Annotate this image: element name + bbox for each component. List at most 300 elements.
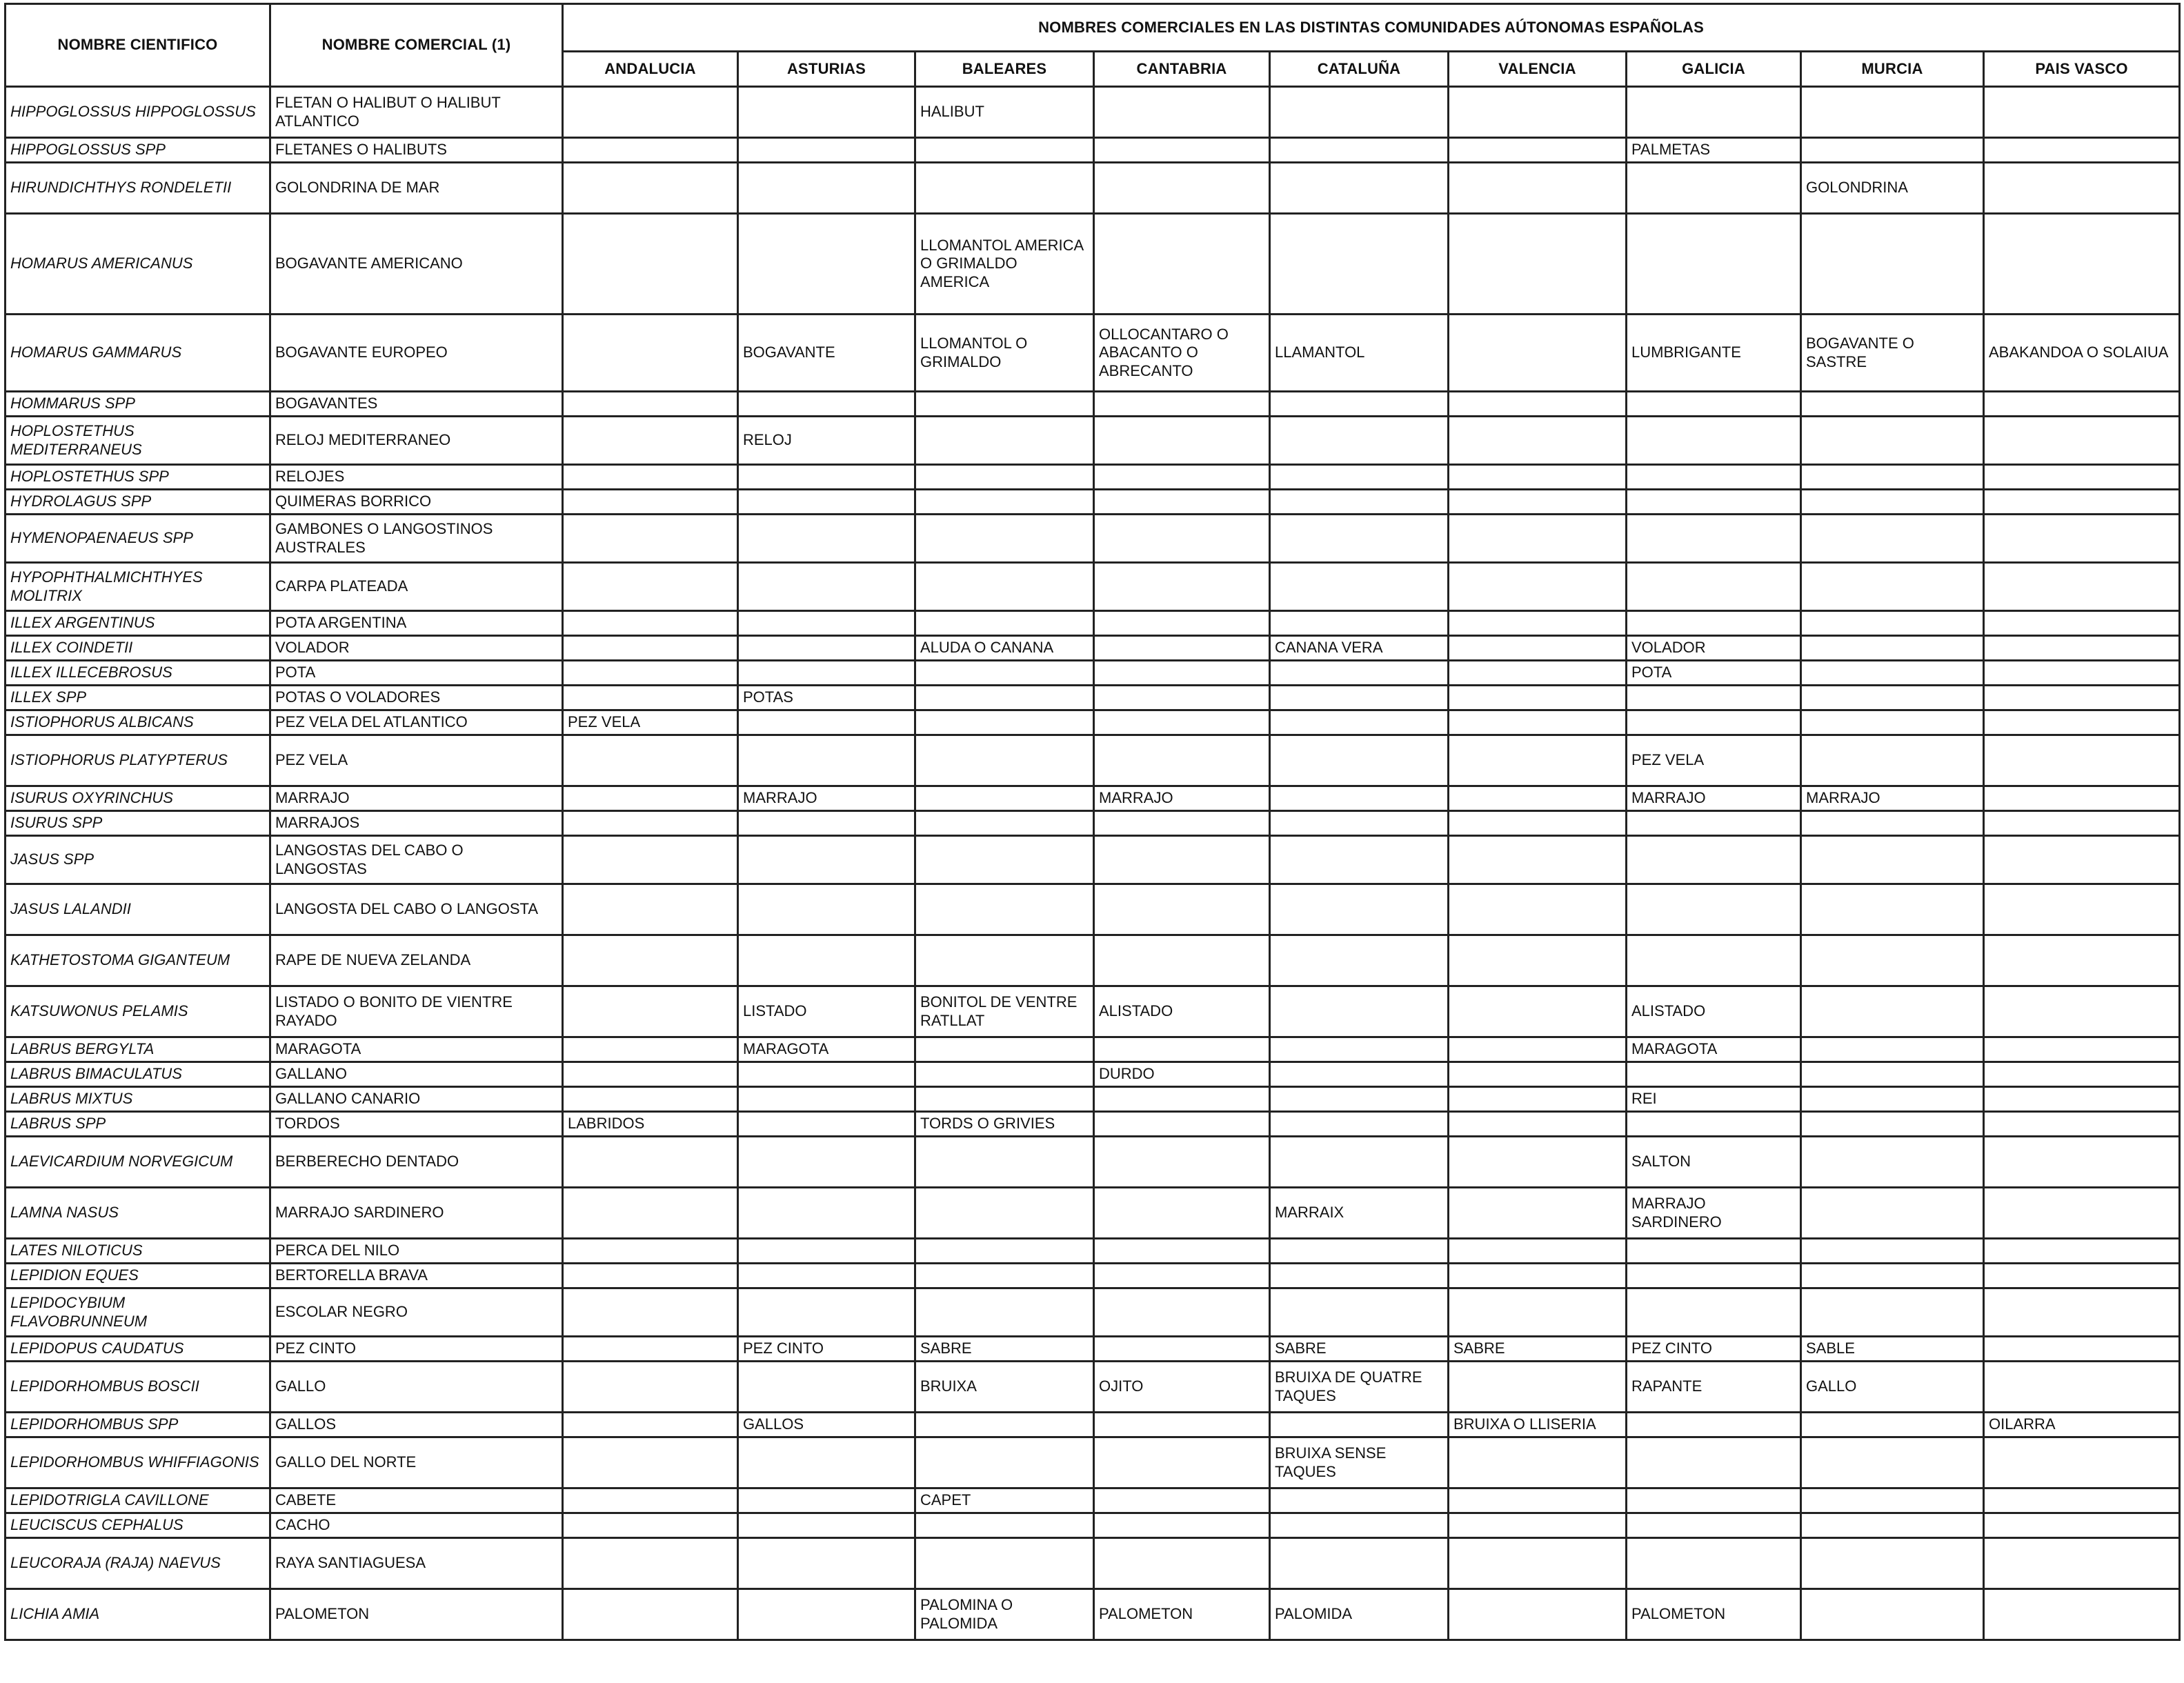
- region-name-cell-asturias: [738, 1112, 915, 1137]
- region-name-cell-valencia: [1449, 1112, 1627, 1137]
- region-name-cell-baleares: SABRE: [915, 1337, 1094, 1362]
- table-row: [6, 986, 2180, 1037]
- region-name-cell-cantabria: [1094, 710, 1270, 735]
- table-row: [6, 1437, 2180, 1488]
- region-name-cell-cataluna: [1270, 1288, 1449, 1337]
- region-name-cell-pais-vasco: [1984, 1513, 2180, 1538]
- region-name-cell-baleares: [915, 686, 1094, 710]
- region-header-asturias: ASTURIAS: [738, 52, 915, 87]
- table-row: [6, 1538, 2180, 1589]
- region-name-cell-valencia: [1449, 1288, 1627, 1337]
- region-name-cell-baleares: ALUDA O CANANA: [915, 636, 1094, 661]
- table-row: [6, 214, 2180, 315]
- region-name-cell-galicia: LUMBRIGANTE: [1627, 315, 1801, 392]
- region-name-cell-galicia: [1627, 811, 1801, 836]
- region-name-cell-cantabria: [1094, 138, 1270, 163]
- region-name-cell-valencia: [1449, 1137, 1627, 1188]
- region-name-cell-valencia: [1449, 315, 1627, 392]
- region-name-cell-asturias: [738, 1538, 915, 1589]
- region-name-cell-pais-vasco: [1984, 138, 2180, 163]
- region-name-cell-cantabria: [1094, 686, 1270, 710]
- commercial-name-cell: PEZ VELA DEL ATLANTICO: [270, 710, 563, 735]
- region-name-cell-valencia: [1449, 87, 1627, 138]
- region-name-cell-pais-vasco: [1984, 661, 2180, 686]
- region-name-cell-asturias: [738, 811, 915, 836]
- region-name-cell-galicia: MARRAJO SARDINERO: [1627, 1188, 1801, 1239]
- region-name-cell-valencia: [1449, 1037, 1627, 1062]
- region-name-cell-cataluna: [1270, 686, 1449, 710]
- region-name-cell-murcia: [1801, 710, 1984, 735]
- region-name-cell-valencia: SABRE: [1449, 1337, 1627, 1362]
- region-name-cell-murcia: [1801, 1264, 1984, 1288]
- region-name-cell-pais-vasco: [1984, 935, 2180, 986]
- table-row: [6, 1488, 2180, 1513]
- region-name-cell-cataluna: [1270, 786, 1449, 811]
- region-name-cell-andalucia: [563, 417, 738, 465]
- region-name-cell-murcia: [1801, 1239, 1984, 1264]
- region-name-cell-asturias: [738, 611, 915, 636]
- region-name-cell-asturias: [738, 636, 915, 661]
- region-name-cell-galicia: MARRAJO: [1627, 786, 1801, 811]
- commercial-name-cell: RAPE DE NUEVA ZELANDA: [270, 935, 563, 986]
- region-name-cell-cantabria: [1094, 836, 1270, 884]
- region-name-cell-cantabria: [1094, 811, 1270, 836]
- commercial-name-cell: PERCA DEL NILO: [270, 1239, 563, 1264]
- commercial-name-cell: BOGAVANTE EUROPEO: [270, 315, 563, 392]
- region-name-cell-andalucia: [563, 935, 738, 986]
- table-row: [6, 87, 2180, 138]
- commercial-name-cell: PEZ VELA: [270, 735, 563, 786]
- region-name-cell-murcia: [1801, 1137, 1984, 1188]
- region-name-cell-galicia: [1627, 1264, 1801, 1288]
- region-name-cell-cantabria: OJITO: [1094, 1362, 1270, 1413]
- region-name-cell-andalucia: [563, 392, 738, 417]
- region-name-cell-galicia: SALTON: [1627, 1137, 1801, 1188]
- region-name-cell-baleares: LLOMANTOL AMERICA O GRIMALDO AMERICA: [915, 214, 1094, 315]
- region-name-cell-murcia: [1801, 935, 1984, 986]
- scientific-name-cell: HIRUNDICHTHYS RONDELETII: [6, 163, 270, 214]
- region-name-cell-pais-vasco: [1984, 87, 2180, 138]
- table-row: [6, 836, 2180, 884]
- region-name-cell-asturias: [738, 563, 915, 611]
- region-name-cell-galicia: MARAGOTA: [1627, 1037, 1801, 1062]
- region-name-cell-galicia: REI: [1627, 1087, 1801, 1112]
- region-header-andalucia: ANDALUCIA: [563, 52, 738, 87]
- region-header-baleares: BALEARES: [915, 52, 1094, 87]
- region-name-cell-andalucia: [563, 1188, 738, 1239]
- region-name-cell-andalucia: [563, 1288, 738, 1337]
- region-name-cell-cantabria: ALISTADO: [1094, 986, 1270, 1037]
- table-row: [6, 417, 2180, 465]
- region-name-cell-baleares: [915, 1437, 1094, 1488]
- scientific-name-cell: JASUS SPP: [6, 836, 270, 884]
- scientific-name-cell: HOMARUS AMERICANUS: [6, 214, 270, 315]
- scientific-name-cell: LEUCORAJA (RAJA) NAEVUS: [6, 1538, 270, 1589]
- region-name-cell-baleares: [915, 563, 1094, 611]
- scientific-name-cell: HYDROLAGUS SPP: [6, 490, 270, 515]
- region-name-cell-asturias: RELOJ: [738, 417, 915, 465]
- commercial-name-cell: GALLOS: [270, 1413, 563, 1437]
- region-name-cell-cantabria: [1094, 417, 1270, 465]
- region-name-cell-cataluna: CANANA VERA: [1270, 636, 1449, 661]
- region-name-cell-pais-vasco: [1984, 811, 2180, 836]
- region-name-cell-pais-vasco: [1984, 1437, 2180, 1488]
- region-name-cell-baleares: [915, 1513, 1094, 1538]
- region-name-cell-asturias: [738, 1513, 915, 1538]
- commercial-name-cell: BERBERECHO DENTADO: [270, 1137, 563, 1188]
- table-row: [6, 786, 2180, 811]
- region-name-cell-valencia: [1449, 1188, 1627, 1239]
- region-name-cell-asturias: [738, 836, 915, 884]
- region-name-cell-baleares: [915, 1413, 1094, 1437]
- region-name-cell-asturias: LISTADO: [738, 986, 915, 1037]
- region-name-cell-cantabria: [1094, 1513, 1270, 1538]
- region-name-cell-cantabria: [1094, 735, 1270, 786]
- region-name-cell-andalucia: [563, 1538, 738, 1589]
- region-name-cell-baleares: BRUIXA: [915, 1362, 1094, 1413]
- region-name-cell-galicia: [1627, 836, 1801, 884]
- region-name-cell-asturias: [738, 515, 915, 563]
- table-row: [6, 490, 2180, 515]
- region-name-cell-cantabria: DURDO: [1094, 1062, 1270, 1087]
- region-name-cell-valencia: [1449, 1589, 1627, 1640]
- commercial-name-cell: FLETAN O HALIBUT O HALIBUT ATLANTICO: [270, 87, 563, 138]
- region-name-cell-andalucia: [563, 138, 738, 163]
- commercial-name-cell: CABETE: [270, 1488, 563, 1513]
- region-name-cell-andalucia: [563, 1488, 738, 1513]
- region-name-cell-cataluna: MARRAIX: [1270, 1188, 1449, 1239]
- region-name-cell-galicia: [1627, 214, 1801, 315]
- region-name-cell-asturias: [738, 392, 915, 417]
- region-name-cell-cantabria: OLLOCANTARO O ABACANTO O ABRECANTO: [1094, 315, 1270, 392]
- region-name-cell-asturias: [738, 1437, 915, 1488]
- scientific-name-cell: LEPIDOCYBIUM FLAVOBRUNNEUM: [6, 1288, 270, 1337]
- region-name-cell-baleares: [915, 1288, 1094, 1337]
- region-name-cell-baleares: [915, 786, 1094, 811]
- region-name-cell-galicia: PALMETAS: [1627, 138, 1801, 163]
- region-name-cell-galicia: [1627, 1413, 1801, 1437]
- region-name-cell-asturias: [738, 1087, 915, 1112]
- region-name-cell-cantabria: [1094, 392, 1270, 417]
- commercial-name-cell: BOGAVANTES: [270, 392, 563, 417]
- region-name-cell-andalucia: [563, 636, 738, 661]
- region-name-cell-asturias: [738, 490, 915, 515]
- region-name-cell-pais-vasco: [1984, 636, 2180, 661]
- region-name-cell-galicia: [1627, 611, 1801, 636]
- region-name-cell-murcia: [1801, 214, 1984, 315]
- region-name-cell-galicia: [1627, 1112, 1801, 1137]
- region-name-cell-cataluna: [1270, 1513, 1449, 1538]
- region-name-cell-cantabria: MARRAJO: [1094, 786, 1270, 811]
- region-name-cell-cantabria: [1094, 1037, 1270, 1062]
- scientific-name-cell: LAEVICARDIUM NORVEGICUM: [6, 1137, 270, 1188]
- region-name-cell-cantabria: [1094, 1413, 1270, 1437]
- region-name-cell-baleares: CAPET: [915, 1488, 1094, 1513]
- region-name-cell-cataluna: [1270, 87, 1449, 138]
- scientific-name-cell: ILLEX ARGENTINUS: [6, 611, 270, 636]
- region-name-cell-valencia: [1449, 138, 1627, 163]
- region-name-cell-andalucia: [563, 1413, 738, 1437]
- region-name-cell-pais-vasco: [1984, 786, 2180, 811]
- region-name-cell-asturias: [738, 163, 915, 214]
- region-name-cell-baleares: [915, 710, 1094, 735]
- region-name-cell-valencia: [1449, 163, 1627, 214]
- commercial-name-cell: GALLO: [270, 1362, 563, 1413]
- scientific-name-cell: LEUCISCUS CEPHALUS: [6, 1513, 270, 1538]
- region-name-cell-andalucia: [563, 836, 738, 884]
- region-name-cell-galicia: [1627, 686, 1801, 710]
- region-name-cell-murcia: GALLO: [1801, 1362, 1984, 1413]
- region-name-cell-cantabria: [1094, 1239, 1270, 1264]
- region-name-cell-valencia: [1449, 884, 1627, 935]
- region-name-cell-asturias: [738, 87, 915, 138]
- scientific-name-cell: LABRUS MIXTUS: [6, 1087, 270, 1112]
- region-name-cell-cataluna: [1270, 935, 1449, 986]
- commercial-name-cell: GAMBONES O LANGOSTINOS AUSTRALES: [270, 515, 563, 563]
- region-name-cell-valencia: [1449, 636, 1627, 661]
- region-name-cell-pais-vasco: [1984, 611, 2180, 636]
- scientific-name-cell: LAMNA NASUS: [6, 1188, 270, 1239]
- region-name-cell-cataluna: [1270, 465, 1449, 490]
- region-name-cell-valencia: [1449, 1513, 1627, 1538]
- species-names-table: [4, 3, 2181, 1641]
- region-name-cell-cantabria: [1094, 935, 1270, 986]
- scientific-name-cell: LEPIDOPUS CAUDATUS: [6, 1337, 270, 1362]
- region-name-cell-cataluna: [1270, 811, 1449, 836]
- region-name-cell-cantabria: [1094, 1437, 1270, 1488]
- region-name-cell-murcia: [1801, 986, 1984, 1037]
- commercial-name-cell: MARRAJO: [270, 786, 563, 811]
- region-name-cell-murcia: [1801, 138, 1984, 163]
- region-name-cell-galicia: PEZ VELA: [1627, 735, 1801, 786]
- region-name-cell-murcia: [1801, 563, 1984, 611]
- region-header-galicia: GALICIA: [1627, 52, 1801, 87]
- region-name-cell-baleares: [915, 1239, 1094, 1264]
- table-row: [6, 515, 2180, 563]
- region-name-cell-cantabria: [1094, 1288, 1270, 1337]
- table-row: [6, 163, 2180, 214]
- scientific-name-cell: HOPLOSTETHUS SPP: [6, 465, 270, 490]
- region-name-cell-murcia: [1801, 515, 1984, 563]
- commercial-name-cell: BOGAVANTE AMERICANO: [270, 214, 563, 315]
- scientific-name-cell: HOMMARUS SPP: [6, 392, 270, 417]
- region-name-cell-baleares: [915, 163, 1094, 214]
- region-name-cell-baleares: [915, 515, 1094, 563]
- region-name-cell-galicia: [1627, 710, 1801, 735]
- region-name-cell-cataluna: [1270, 884, 1449, 935]
- scientific-name-cell: HYMENOPAENAEUS SPP: [6, 515, 270, 563]
- table-row: [6, 1137, 2180, 1188]
- table-row: [6, 1589, 2180, 1640]
- region-name-cell-pais-vasco: [1984, 163, 2180, 214]
- commercial-name-cell: RAYA SANTIAGUESA: [270, 1538, 563, 1589]
- region-name-cell-pais-vasco: [1984, 1188, 2180, 1239]
- region-name-cell-galicia: [1627, 417, 1801, 465]
- region-name-cell-cantabria: [1094, 1087, 1270, 1112]
- region-name-cell-baleares: [915, 735, 1094, 786]
- region-name-cell-murcia: [1801, 1488, 1984, 1513]
- region-name-cell-cataluna: BRUIXA DE QUATRE TAQUES: [1270, 1362, 1449, 1413]
- region-name-cell-cantabria: [1094, 661, 1270, 686]
- region-name-cell-valencia: [1449, 465, 1627, 490]
- region-name-cell-cataluna: [1270, 163, 1449, 214]
- scientific-name-cell: ILLEX ILLECEBROSUS: [6, 661, 270, 686]
- region-name-cell-murcia: [1801, 735, 1984, 786]
- region-name-cell-asturias: [738, 935, 915, 986]
- region-name-cell-cataluna: [1270, 1264, 1449, 1288]
- region-name-cell-pais-vasco: [1984, 515, 2180, 563]
- region-name-cell-murcia: [1801, 465, 1984, 490]
- region-name-cell-cataluna: LLAMANTOL: [1270, 315, 1449, 392]
- region-name-cell-andalucia: [563, 986, 738, 1037]
- commercial-name-cell: RELOJ MEDITERRANEO: [270, 417, 563, 465]
- table-row: [6, 1087, 2180, 1112]
- region-name-cell-cantabria: [1094, 214, 1270, 315]
- region-name-cell-cataluna: [1270, 836, 1449, 884]
- region-name-cell-murcia: [1801, 611, 1984, 636]
- region-name-cell-murcia: [1801, 1437, 1984, 1488]
- region-name-cell-asturias: [738, 1264, 915, 1288]
- commercial-name-cell: LANGOSTAS DEL CABO O LANGOSTAS: [270, 836, 563, 884]
- region-name-cell-baleares: LLOMANTOL O GRIMALDO: [915, 315, 1094, 392]
- region-name-cell-asturias: POTAS: [738, 686, 915, 710]
- commercial-name-cell: CARPA PLATEADA: [270, 563, 563, 611]
- region-name-cell-murcia: [1801, 686, 1984, 710]
- region-name-cell-andalucia: [563, 1264, 738, 1288]
- region-name-cell-valencia: [1449, 1538, 1627, 1589]
- region-name-cell-asturias: [738, 214, 915, 315]
- region-name-cell-cataluna: BRUIXA SENSE TAQUES: [1270, 1437, 1449, 1488]
- region-name-cell-andalucia: [563, 884, 738, 935]
- region-name-cell-andalucia: [563, 661, 738, 686]
- region-name-cell-baleares: [915, 935, 1094, 986]
- scientific-name-cell: LEPIDOTRIGLA CAVILLONE: [6, 1488, 270, 1513]
- region-name-cell-andalucia: [563, 1062, 738, 1087]
- region-name-cell-pais-vasco: [1984, 392, 2180, 417]
- region-name-cell-galicia: ALISTADO: [1627, 986, 1801, 1037]
- region-name-cell-andalucia: [563, 611, 738, 636]
- region-name-cell-pais-vasco: [1984, 1589, 2180, 1640]
- region-name-cell-cantabria: [1094, 1188, 1270, 1239]
- region-name-cell-galicia: [1627, 1437, 1801, 1488]
- region-name-cell-cataluna: [1270, 563, 1449, 611]
- region-name-cell-valencia: [1449, 1239, 1627, 1264]
- commercial-name-cell: LISTADO O BONITO DE VIENTRE RAYADO: [270, 986, 563, 1037]
- region-name-cell-pais-vasco: [1984, 986, 2180, 1037]
- table-row: [6, 1264, 2180, 1288]
- region-name-cell-valencia: [1449, 710, 1627, 735]
- region-name-cell-cataluna: [1270, 1112, 1449, 1137]
- region-name-cell-cataluna: [1270, 1062, 1449, 1087]
- scientific-name-cell: LEPIDORHOMBUS BOSCII: [6, 1362, 270, 1413]
- table-row: [6, 811, 2180, 836]
- region-name-cell-baleares: [915, 1264, 1094, 1288]
- table-row: [6, 661, 2180, 686]
- scientific-name-cell: LABRUS BIMACULATUS: [6, 1062, 270, 1087]
- scientific-name-cell: LEPIDORHOMBUS SPP: [6, 1413, 270, 1437]
- region-name-cell-murcia: [1801, 1513, 1984, 1538]
- region-name-cell-galicia: [1627, 1288, 1801, 1337]
- region-name-cell-baleares: [915, 836, 1094, 884]
- region-name-cell-murcia: [1801, 661, 1984, 686]
- region-name-cell-valencia: [1449, 735, 1627, 786]
- region-name-cell-galicia: RAPANTE: [1627, 1362, 1801, 1413]
- table-row: [6, 563, 2180, 611]
- region-name-cell-cataluna: SABRE: [1270, 1337, 1449, 1362]
- region-name-cell-cataluna: [1270, 1087, 1449, 1112]
- region-name-cell-cataluna: [1270, 1239, 1449, 1264]
- scientific-name-cell: HYPOPHTHALMICHTHYES MOLITRIX: [6, 563, 270, 611]
- commercial-name-cell: TORDOS: [270, 1112, 563, 1137]
- region-name-cell-andalucia: [563, 1437, 738, 1488]
- region-name-cell-murcia: [1801, 87, 1984, 138]
- commercial-name-cell: CACHO: [270, 1513, 563, 1538]
- region-name-cell-valencia: [1449, 1087, 1627, 1112]
- region-name-cell-asturias: [738, 1488, 915, 1513]
- region-name-cell-asturias: BOGAVANTE: [738, 315, 915, 392]
- region-name-cell-pais-vasco: [1984, 1087, 2180, 1112]
- table-row: [6, 1062, 2180, 1087]
- region-name-cell-baleares: [915, 1037, 1094, 1062]
- region-name-cell-pais-vasco: [1984, 710, 2180, 735]
- region-name-cell-asturias: PEZ CINTO: [738, 1337, 915, 1362]
- table-row: [6, 1288, 2180, 1337]
- table-row: [6, 611, 2180, 636]
- region-name-cell-andalucia: [563, 735, 738, 786]
- scientific-name-cell: ISTIOPHORUS PLATYPTERUS: [6, 735, 270, 786]
- scientific-name-cell: LABRUS BERGYLTA: [6, 1037, 270, 1062]
- scientific-name-cell: ISURUS OXYRINCHUS: [6, 786, 270, 811]
- region-name-cell-valencia: [1449, 1362, 1627, 1413]
- scientific-name-cell: HIPPOGLOSSUS SPP: [6, 138, 270, 163]
- region-name-cell-asturias: MARRAJO: [738, 786, 915, 811]
- scientific-name-cell: KATSUWONUS PELAMIS: [6, 986, 270, 1037]
- region-name-cell-murcia: [1801, 636, 1984, 661]
- region-name-cell-asturias: MARAGOTA: [738, 1037, 915, 1062]
- region-name-cell-andalucia: [563, 87, 738, 138]
- region-name-cell-asturias: [738, 1589, 915, 1640]
- region-name-cell-cantabria: [1094, 1488, 1270, 1513]
- region-name-cell-pais-vasco: [1984, 1288, 2180, 1337]
- commercial-name-cell: MARRAJOS: [270, 811, 563, 836]
- table-row: [6, 935, 2180, 986]
- region-name-cell-andalucia: [563, 163, 738, 214]
- region-name-cell-murcia: [1801, 1413, 1984, 1437]
- region-name-cell-andalucia: [563, 1137, 738, 1188]
- region-name-cell-cantabria: [1094, 465, 1270, 490]
- commercial-name-cell: ESCOLAR NEGRO: [270, 1288, 563, 1337]
- commercial-name-cell: MARRAJO SARDINERO: [270, 1188, 563, 1239]
- region-name-cell-galicia: [1627, 1062, 1801, 1087]
- table-row: [6, 735, 2180, 786]
- region-name-cell-cataluna: [1270, 661, 1449, 686]
- commercial-name-cell: POTA: [270, 661, 563, 686]
- region-name-cell-cataluna: [1270, 515, 1449, 563]
- region-name-cell-asturias: [738, 735, 915, 786]
- region-name-cell-valencia: [1449, 836, 1627, 884]
- region-name-cell-valencia: [1449, 1264, 1627, 1288]
- region-name-cell-cantabria: [1094, 1112, 1270, 1137]
- table-body: [6, 87, 2180, 1640]
- region-name-cell-valencia: [1449, 417, 1627, 465]
- table-row: [6, 1037, 2180, 1062]
- region-name-cell-cataluna: [1270, 1538, 1449, 1589]
- region-name-cell-baleares: [915, 1087, 1094, 1112]
- region-name-cell-cantabria: [1094, 1538, 1270, 1589]
- region-name-cell-baleares: [915, 417, 1094, 465]
- region-name-cell-pais-vasco: [1984, 563, 2180, 611]
- region-name-cell-pais-vasco: [1984, 1488, 2180, 1513]
